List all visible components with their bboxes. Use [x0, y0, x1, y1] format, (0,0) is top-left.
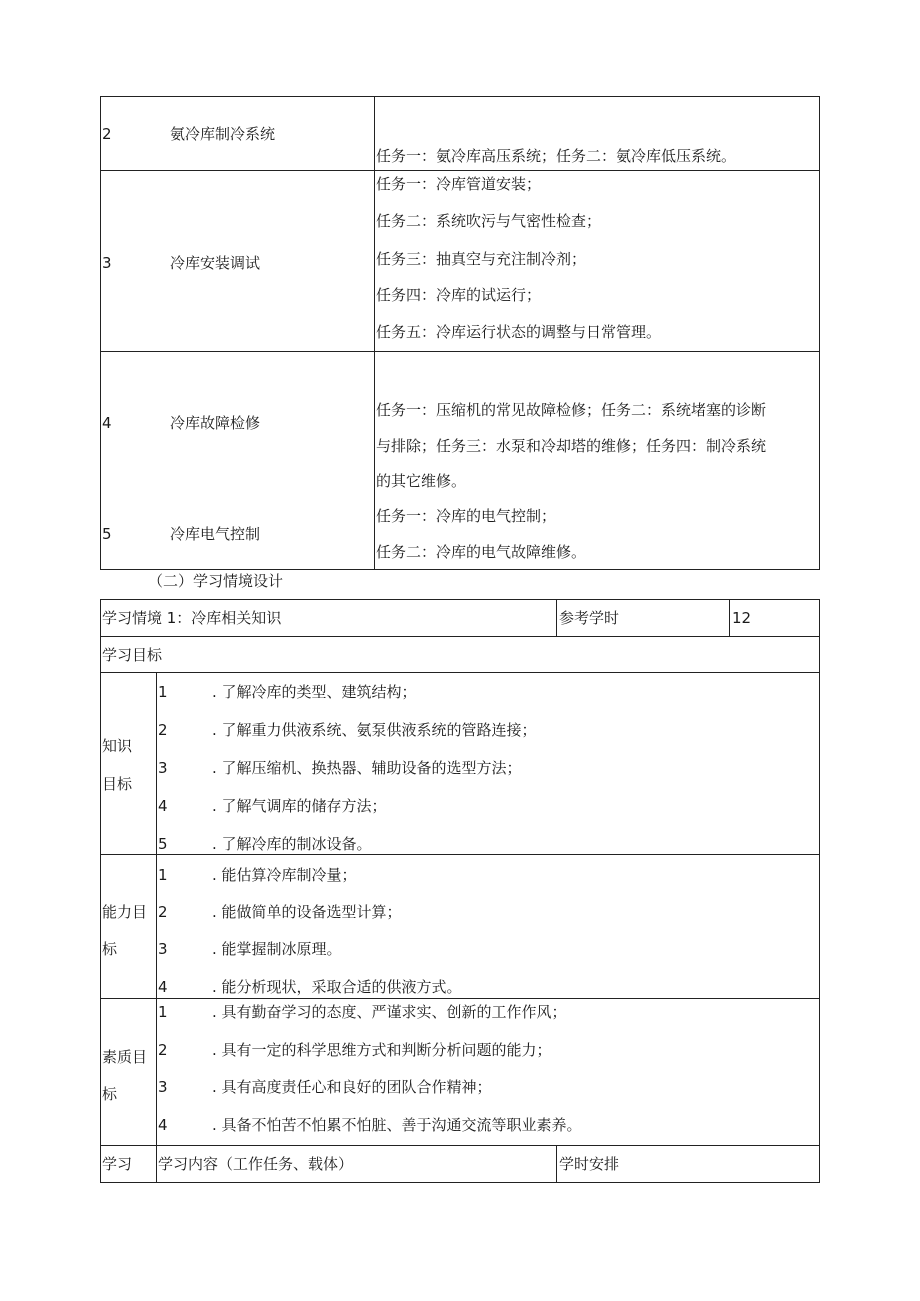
row-number: 4: [102, 414, 112, 432]
situation-title: 学习情境 1：冷库相关知识: [102, 609, 282, 627]
ability-item: . 能做简单的设备选型计算；: [212, 903, 402, 921]
ability-item: . 能分析现状，采取合适的供液方式。: [212, 978, 462, 996]
module-name: 冷库电气控制: [170, 525, 261, 543]
module-task: 与排除；任务三：水泵和冷却塔的维修；任务四：制冷系统: [376, 437, 767, 455]
ability-label: 能力目: [102, 903, 148, 921]
table2-border: [100, 599, 101, 1183]
module-task: 任务二：系统吹污与气密性检查；: [376, 212, 602, 230]
table2-row-divider: [100, 672, 820, 673]
knowledge-item: . 了解冷库的类型、建筑结构；: [212, 683, 417, 701]
table2-row-divider: [100, 1145, 820, 1146]
module-task: 的其它维修。: [376, 472, 467, 490]
item-number: 2: [158, 721, 168, 739]
quality-item: . 具有高度责任心和良好的团队合作精神；: [212, 1078, 492, 1096]
table2-row-divider: [100, 636, 820, 637]
quality-item: . 具有一定的科学思维方式和判断分析问题的能力；: [212, 1041, 552, 1059]
table1-border: [100, 96, 101, 570]
item-number: 3: [158, 940, 168, 958]
item-number: 3: [158, 759, 168, 777]
table2-col-divider: [729, 599, 730, 636]
ability-item: . 能掌握制冰原理。: [212, 940, 342, 958]
table1-col-divider: [374, 96, 375, 570]
table1-row-divider: [100, 170, 820, 171]
ref-hours-value: 12: [732, 609, 752, 627]
table2-col-divider: [156, 672, 157, 1182]
table2-border: [100, 599, 820, 600]
table2-col-divider: [556, 1145, 557, 1182]
table1-border: [819, 96, 820, 570]
knowledge-label: 知识: [102, 737, 133, 755]
module-task: 任务三：抽真空与充注制冷剂；: [376, 250, 587, 268]
ability-label: 标: [102, 940, 118, 958]
quality-item: . 具有勤奋学习的态度、严谨求实、创新的工作作风；: [212, 1003, 567, 1021]
module-task: 任务一：冷库管道安装；: [376, 175, 542, 193]
module-task: 任务四：冷库的试运行；: [376, 286, 542, 304]
table1-border: [100, 96, 820, 97]
item-number: 2: [158, 1041, 168, 1059]
item-number: 1: [158, 683, 168, 701]
table2-row-divider: [100, 998, 820, 999]
hours-col-header: 学时安排: [559, 1155, 620, 1173]
module-task: 任务一：氨冷库高压系统；任务二：氨冷库低压系统。: [376, 147, 737, 165]
section-heading: （二）学习情境设计: [148, 572, 284, 590]
item-number: 5: [158, 835, 168, 853]
ref-hours-label: 参考学时: [559, 609, 620, 627]
module-task: 任务一：冷库的电气控制；: [376, 507, 557, 525]
table2-border: [819, 599, 820, 1183]
row-number: 5: [102, 525, 112, 543]
module-name: 冷库安装调试: [170, 254, 261, 272]
knowledge-item: . 了解气调库的储存方法；: [212, 797, 387, 815]
table1-row-divider: [100, 351, 820, 352]
module-name: 氨冷库制冷系统: [170, 125, 276, 143]
quality-label: 素质目: [102, 1048, 148, 1066]
table2-border: [100, 1182, 820, 1183]
module-task: 任务一：压缩机的常见故障检修；任务二：系统堵塞的诊断: [376, 401, 767, 419]
table1-border: [100, 569, 820, 570]
table2-col-divider: [556, 599, 557, 636]
quality-item: . 具备不怕苦不怕累不怕脏、善于沟通交流等职业素养。: [212, 1116, 582, 1134]
knowledge-item: . 了解压缩机、换热器、辅助设备的选型方法；: [212, 759, 522, 777]
knowledge-item: . 了解重力供液系统、氨泵供液系统的管路连接；: [212, 721, 537, 739]
item-number: 1: [158, 866, 168, 884]
module-name: 冷库故障检修: [170, 414, 261, 432]
item-number: 4: [158, 978, 168, 996]
item-number: 2: [158, 903, 168, 921]
objectives-label: 学习目标: [102, 646, 163, 664]
item-number: 4: [158, 1116, 168, 1134]
knowledge-item: . 了解冷库的制冰设备。: [212, 835, 372, 853]
ability-item: . 能估算冷库制冷量；: [212, 866, 357, 884]
item-number: 3: [158, 1078, 168, 1096]
row-number: 2: [102, 125, 112, 143]
learning-col-header: 学习: [102, 1155, 133, 1173]
module-task: 任务五：冷库运行状态的调整与日常管理。: [376, 323, 662, 341]
content-col-header: 学习内容（工作任务、载体）: [158, 1155, 354, 1173]
table2-row-divider: [100, 854, 820, 855]
row-number: 3: [102, 254, 112, 272]
knowledge-label: 目标: [102, 775, 133, 793]
quality-label: 标: [102, 1085, 118, 1103]
module-task: 任务二：冷库的电气故障维修。: [376, 543, 587, 561]
item-number: 4: [158, 797, 168, 815]
item-number: 1: [158, 1003, 168, 1021]
